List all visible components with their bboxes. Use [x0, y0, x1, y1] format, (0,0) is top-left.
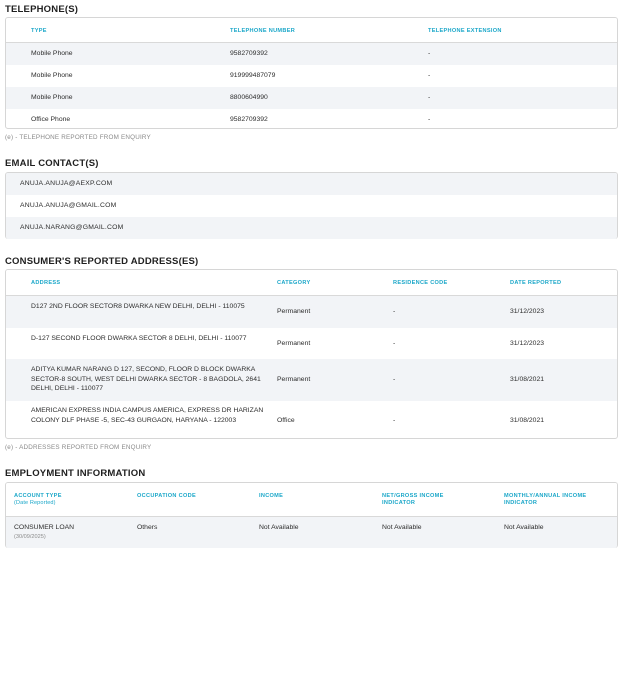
residence-code: - — [393, 417, 396, 424]
date-reported-label: (Date Reported) — [14, 499, 56, 506]
net-gross-income-indicator: Not Available — [382, 524, 422, 531]
emails-list — [5, 172, 618, 239]
emails-title: EMAIL CONTACT(S) — [5, 158, 99, 169]
table-row — [6, 359, 617, 401]
col-address: ADDRESS — [31, 280, 61, 286]
address-text: ADITYA KUMAR NARANG D 127, SECOND, FLOOR D BLOCK DWARKA SECTOR-8 SOUTH, WEST DELHI DWARKA SECTOR - 8 BAGDOLA, 2641 DELHI, DELHI - 110077 — [31, 366, 261, 393]
account-type-cell — [14, 523, 74, 542]
address-text: AMERICAN EXPRESS INDIA CAMPUS AMERICA, EXPRESS DR HARIZAN COLONY DLF PHASE -5, SEC-43 GURGAON, HARYANA - 122003 — [31, 407, 264, 424]
list-item — [6, 195, 617, 217]
phone-extension: - — [428, 50, 431, 57]
phone-number: 9582709392 — [230, 50, 268, 57]
date-reported: 31/08/2021 — [510, 376, 545, 383]
email-address: ANUJA.ANUJA@GMAIL.COM — [20, 202, 117, 209]
list-item — [6, 173, 617, 195]
addresses-title: CONSUMER'S REPORTED ADDRESS(ES) — [5, 256, 199, 267]
telephones-header — [6, 18, 617, 43]
address-category: Office — [277, 417, 295, 424]
phone-type: Mobile Phone — [31, 94, 73, 101]
residence-code: - — [393, 308, 396, 315]
table-row — [6, 109, 617, 129]
table-row — [6, 517, 617, 548]
list-item — [6, 217, 617, 239]
address-category: Permanent — [277, 340, 311, 347]
email-address: ANUJA.NARANG@GMAIL.COM — [20, 224, 124, 231]
phone-extension: - — [428, 72, 431, 79]
table-row — [6, 296, 617, 328]
date-reported: 31/12/2023 — [510, 340, 545, 347]
employment-table — [5, 482, 618, 548]
col-telephone-number: TELEPHONE NUMBER — [230, 28, 296, 34]
col-income: INCOME — [259, 493, 284, 499]
table-row — [6, 65, 617, 87]
addresses-note: (e) - ADDRESSES REPORTED FROM ENQUIRY — [5, 444, 152, 451]
residence-code: - — [393, 376, 396, 383]
phone-type: Office Phone — [31, 116, 71, 123]
col-residence-code: RESIDENCE CODE — [393, 280, 448, 286]
phone-type: Mobile Phone — [31, 50, 73, 57]
table-row — [6, 328, 617, 359]
col-date-reported: DATE REPORTED — [510, 280, 562, 286]
table-row — [6, 43, 617, 65]
employment-header — [6, 483, 617, 517]
col-type: TYPE — [31, 28, 47, 34]
col-occupation-code: OCCUPATION CODE — [137, 493, 196, 499]
table-row — [6, 87, 617, 109]
email-address: ANUJA.ANUJA@AEXP.COM — [20, 180, 113, 187]
col-telephone-extension: TELEPHONE EXTENSION — [428, 28, 502, 34]
monthly-annual-income-indicator: Not Available — [504, 524, 544, 531]
address-text: D127 2ND FLOOR SECTOR8 DWARKA NEW DELHI, DELHI - 110075 — [31, 303, 245, 310]
employment-title: EMPLOYMENT INFORMATION — [5, 468, 146, 479]
phone-type: Mobile Phone — [31, 72, 73, 79]
telephones-table — [5, 17, 618, 129]
col-net-gross-income-indicator: NET/GROSS INCOME INDICATOR — [382, 493, 444, 506]
phone-extension: - — [428, 116, 431, 123]
occupation-code: Others — [137, 524, 158, 531]
date-reported: 31/12/2023 — [510, 308, 545, 315]
phone-number: 919999487079 — [230, 72, 276, 79]
telephones-title: TELEPHONE(S) — [5, 4, 79, 15]
account-date-reported: (30/09/2025) — [14, 533, 46, 540]
addresses-table — [5, 269, 618, 439]
address-category: Permanent — [277, 308, 311, 315]
phone-number: 8800604990 — [230, 94, 268, 101]
address-category: Permanent — [277, 376, 311, 383]
phone-number: 9582709392 — [230, 116, 268, 123]
addresses-header — [6, 270, 617, 296]
col-account-type — [14, 493, 62, 506]
account-type-label: ACCOUNT TYPE — [14, 493, 62, 499]
table-row — [6, 401, 617, 439]
telephones-note: (e) - TELEPHONE REPORTED FROM ENQUIRY — [5, 134, 151, 141]
col-monthly-annual-income-indicator: MONTHLY/ANNUAL INCOME INDICATOR — [504, 493, 587, 506]
account-type: CONSUMER LOAN — [14, 524, 75, 531]
col-category: CATEGORY — [277, 280, 311, 286]
residence-code: - — [393, 340, 396, 347]
phone-extension: - — [428, 94, 431, 101]
address-text: D-127 SECOND FLOOR DWARKA SECTOR 8 DELHI, DELHI - 110077 — [31, 335, 247, 342]
income: Not Available — [259, 524, 299, 531]
date-reported: 31/08/2021 — [510, 417, 545, 424]
